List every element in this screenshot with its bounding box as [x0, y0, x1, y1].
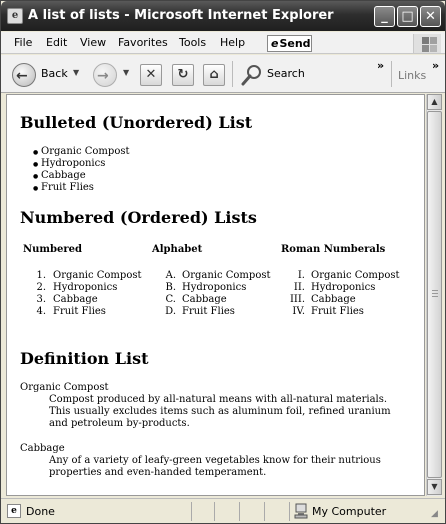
- forward-dropdown-icon[interactable]: ▼: [123, 68, 130, 77]
- status-separator: [214, 502, 215, 521]
- home-icon: ⌂: [209, 67, 219, 82]
- list-marker: D.: [165, 306, 176, 317]
- search-label[interactable]: Search: [267, 67, 305, 80]
- refresh-icon: ↻: [177, 67, 189, 82]
- list-item: Hydroponics: [53, 282, 118, 293]
- status-separator: [191, 502, 192, 521]
- status-separator: [239, 502, 240, 521]
- list-marker: II.: [293, 282, 305, 293]
- list-item: Hydroponics: [182, 282, 247, 293]
- resize-grip-icon[interactable]: ◢: [431, 509, 438, 519]
- back-button[interactable]: [12, 63, 36, 87]
- numbered-column-header: Numbered: [23, 244, 82, 255]
- numbered-heading: Numbered (Ordered) Lists: [20, 208, 257, 227]
- bullet-item: ● Fruit Flies: [41, 182, 94, 193]
- back-dropdown-icon[interactable]: ▼: [73, 68, 80, 77]
- list-marker: A.: [165, 270, 176, 281]
- security-zone-text: My Computer: [312, 505, 387, 518]
- list-marker: B.: [165, 282, 176, 293]
- definition-term: Cabbage: [20, 443, 65, 454]
- menu-bar: [1, 32, 445, 54]
- list-item: Organic Compost: [182, 270, 271, 281]
- status-text: Done: [26, 505, 55, 518]
- list-item: Fruit Flies: [182, 306, 235, 317]
- status-separator: [264, 502, 265, 521]
- bulleted-heading: Bulleted (Unordered) List: [20, 113, 253, 132]
- vertical-scrollbar[interactable]: [426, 94, 442, 496]
- menu-tools[interactable]: Tools: [179, 36, 207, 49]
- page-content: [6, 94, 425, 496]
- scroll-down-button[interactable]: ▼: [427, 479, 442, 495]
- alphabet-column-header: Alphabet: [152, 244, 203, 255]
- list-item: Cabbage: [53, 294, 98, 305]
- windows-logo-icon: [413, 34, 441, 53]
- toolbar: [1, 55, 445, 93]
- send-label: Send: [279, 37, 311, 50]
- list-marker: 2.: [36, 282, 46, 293]
- list-item: Hydroponics: [311, 282, 376, 293]
- links-label[interactable]: Links: [398, 69, 427, 82]
- internet-explorer-icon: e: [7, 8, 23, 24]
- list-item: Fruit Flies: [311, 306, 364, 317]
- scroll-grip: [432, 290, 438, 291]
- list-marker: C.: [165, 294, 176, 305]
- definition-description: Any of a variety of leafy-green vegetables know for their nutrious properties and even-handed temperament.: [49, 455, 381, 478]
- title-bar[interactable]: [1, 1, 445, 31]
- list-marker: III.: [289, 294, 305, 305]
- list-marker: I.: [297, 270, 305, 281]
- list-marker: 1.: [36, 270, 46, 281]
- links-chevron-icon[interactable]: »: [432, 59, 440, 72]
- search-icon[interactable]: [240, 63, 264, 87]
- list-item: Organic Compost: [311, 270, 400, 281]
- bullet-item: ● Hydroponics: [41, 158, 105, 169]
- menu-favorites[interactable]: Favorites: [118, 36, 168, 49]
- page-status-icon: e: [7, 504, 21, 518]
- status-separator: [289, 502, 290, 521]
- scroll-thumb[interactable]: [427, 111, 442, 478]
- toolbar-separator: [391, 61, 392, 87]
- menu-view[interactable]: View: [80, 36, 107, 49]
- back-arrow-icon: ←: [16, 68, 28, 84]
- scroll-grip: [432, 296, 438, 297]
- list-item: Cabbage: [311, 294, 356, 305]
- send-e-icon: e: [271, 37, 279, 50]
- home-button[interactable]: [203, 64, 225, 86]
- forward-arrow-icon: →: [97, 68, 109, 84]
- bullet-item: ● Cabbage: [41, 170, 86, 181]
- status-bar: [1, 498, 445, 523]
- menu-help[interactable]: Help: [220, 36, 246, 49]
- list-item: Organic Compost: [53, 270, 142, 281]
- scroll-up-button[interactable]: ▲: [427, 94, 442, 110]
- menu-file[interactable]: File: [14, 36, 33, 49]
- toolbar-separator: [232, 61, 233, 87]
- roman-column-header: Roman Numberals: [281, 244, 386, 255]
- list-item: Cabbage: [182, 294, 227, 305]
- stop-button[interactable]: [140, 64, 162, 86]
- list-marker: 4.: [36, 306, 46, 317]
- list-marker: 3.: [36, 294, 46, 305]
- back-label[interactable]: Back: [41, 67, 68, 80]
- list-item: Fruit Flies: [53, 306, 106, 317]
- definition-term: Organic Compost: [20, 382, 109, 393]
- definition-heading: Definition List: [20, 349, 149, 368]
- close-button[interactable]: ✕: [420, 6, 441, 27]
- menu-edit[interactable]: Edit: [46, 36, 68, 49]
- scroll-grip: [432, 293, 438, 294]
- definition-description: Compost produced by all-natural means with all-natural materials. This usually excludes items such as aluminum foil, refined uranium and petroleum by-products.: [49, 394, 391, 429]
- toolbar-overflow-chevron-icon[interactable]: »: [377, 59, 385, 72]
- my-computer-icon: [294, 503, 308, 519]
- minimize-button[interactable]: _: [374, 6, 395, 27]
- send-button[interactable]: [267, 35, 312, 52]
- maximize-button[interactable]: □: [397, 6, 418, 27]
- refresh-button[interactable]: [172, 64, 194, 86]
- bullet-item: ● Organic Compost: [41, 146, 130, 157]
- window-title: A list of lists - Microsoft Internet Explorer: [28, 8, 334, 23]
- list-marker: IV.: [292, 306, 305, 317]
- stop-icon: ✕: [145, 67, 157, 82]
- forward-button[interactable]: [93, 63, 117, 87]
